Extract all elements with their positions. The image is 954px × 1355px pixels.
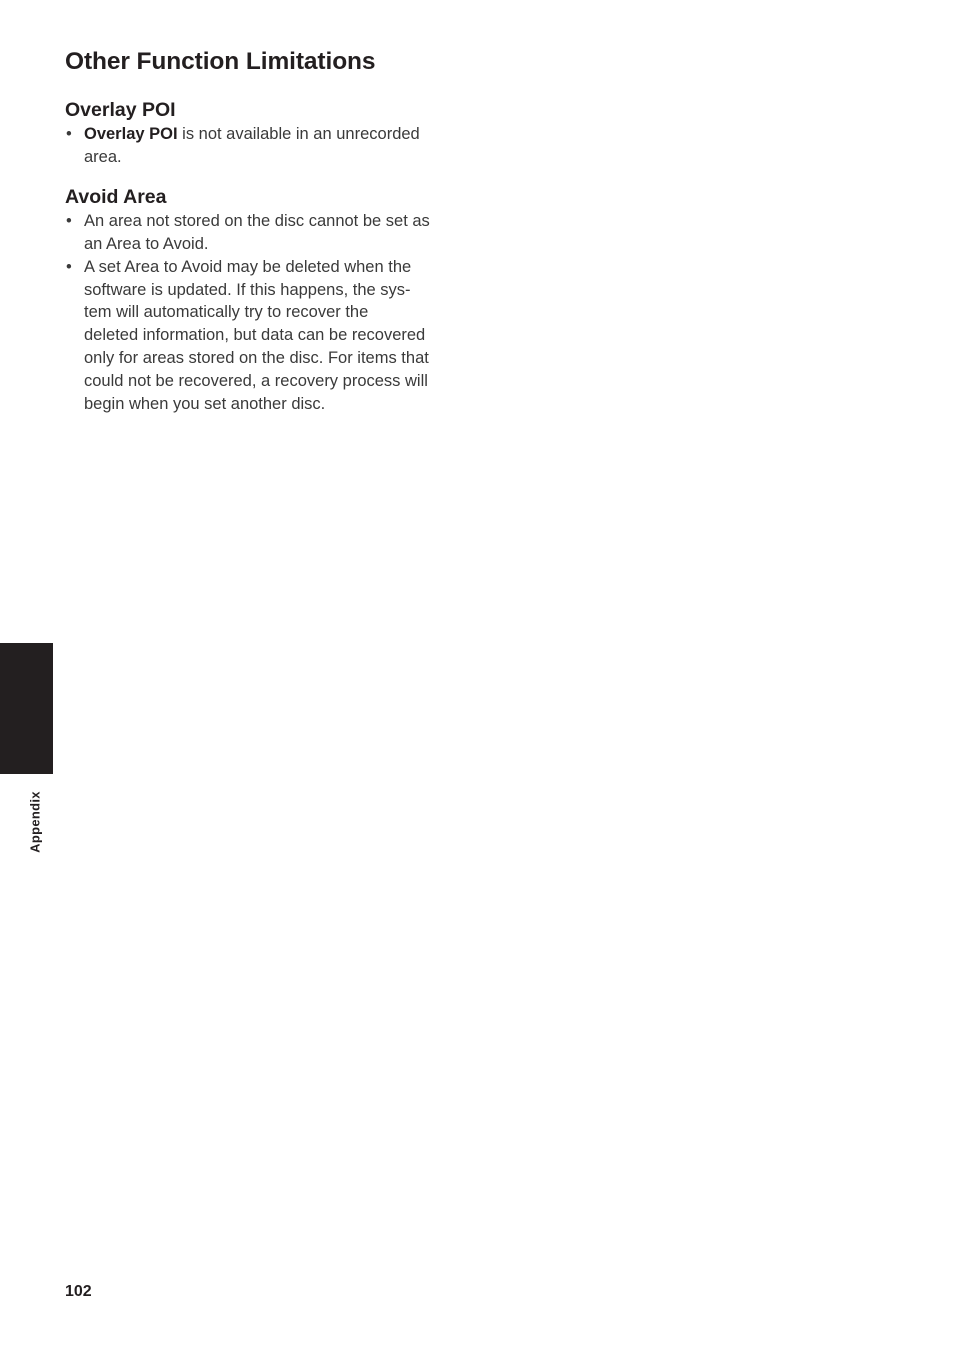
text-fragment: is not available in an unrecorded (177, 125, 420, 143)
text-line: An area not stored on the disc cannot be set as (84, 211, 430, 230)
text-line: only for areas stored on the disc. For items that (84, 349, 429, 368)
section-tab-marker (0, 643, 53, 774)
bullet-icon: • (66, 257, 72, 276)
page-number: 102 (65, 1283, 92, 1300)
page-title: Other Function Limitations (65, 48, 376, 75)
text-line: tem will automatically try to recover the (84, 303, 369, 322)
text-line: software is updated. If this happens, the sys- (84, 280, 411, 299)
text-line: deleted information, but data can be recovered (84, 326, 426, 345)
text-line: A set Area to Avoid may be deleted when the (84, 257, 412, 276)
text-line: could not be recovered, a recovery process will (84, 372, 428, 391)
list-item (65, 256, 457, 416)
bullet-icon: • (66, 125, 72, 143)
section-heading-overlay-poi: Overlay POI (65, 99, 176, 121)
section-overlay-poi (65, 98, 457, 169)
text-line: area. (84, 147, 122, 166)
side-tab-label: Appendix (27, 791, 43, 853)
text-line: begin when you set another disc. (84, 395, 326, 414)
bullet-icon: • (66, 211, 72, 230)
main-content (65, 98, 457, 416)
section-heading-avoid-area: Avoid Area (65, 185, 167, 208)
bullet-list-overlay-poi (65, 123, 457, 169)
section-avoid-area (65, 185, 457, 416)
bullet-list-avoid-area (65, 210, 457, 416)
text-line: an Area to Avoid. (84, 234, 209, 253)
list-item (65, 123, 457, 169)
term-overlay-poi: Overlay POI (84, 125, 178, 143)
list-item (65, 210, 457, 256)
text-line (84, 123, 457, 146)
